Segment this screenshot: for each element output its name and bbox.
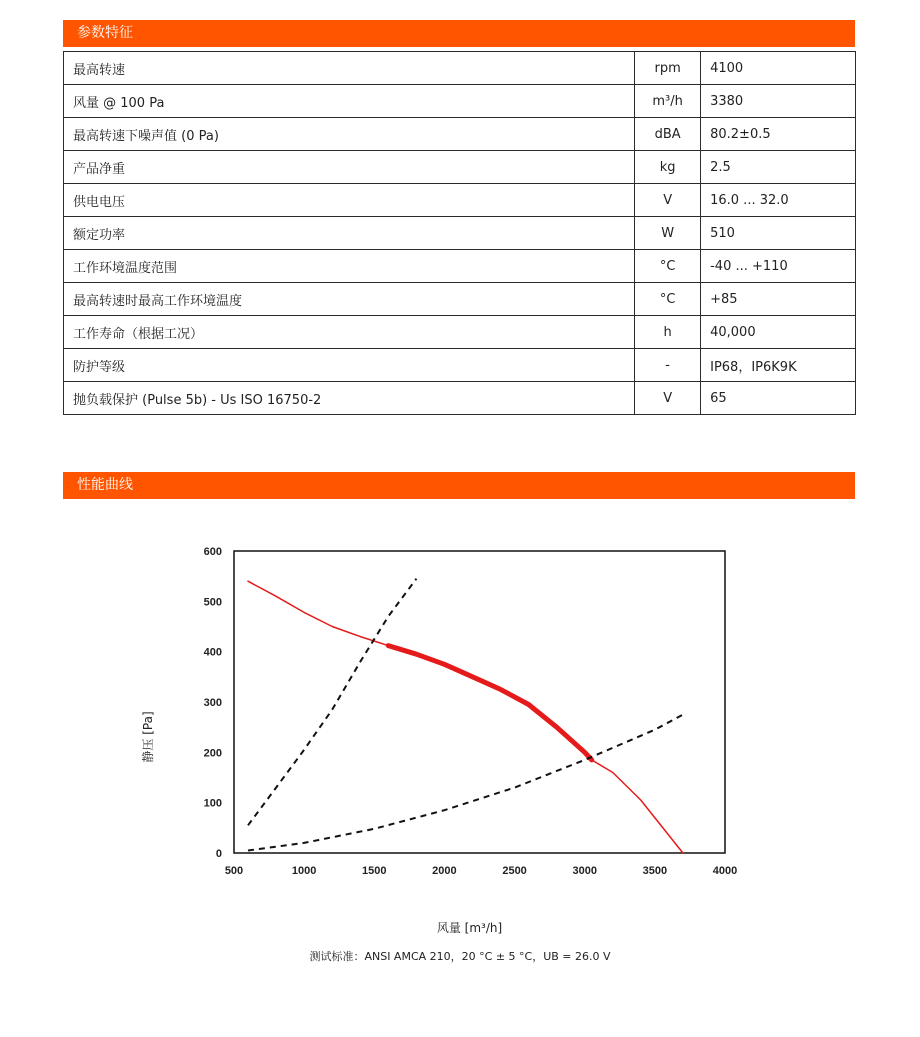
spec-name-cell: 最高转速时最高工作环境温度: [64, 283, 635, 316]
spec-name-cell: 防护等级: [64, 349, 635, 382]
spec-value-cell: 2.5: [701, 151, 856, 184]
spec-unit-cell: V: [635, 382, 701, 415]
x-tick-label: 3000: [572, 865, 597, 877]
spec-value-cell: +85: [701, 283, 856, 316]
spec-value-cell: 80.2±0.5: [701, 118, 856, 151]
table-row: [64, 217, 856, 250]
y-tick-label: 400: [203, 646, 222, 659]
table-row: [64, 151, 856, 184]
table-row: [64, 250, 856, 283]
test-standard-note: 测试标准：ANSI AMCA 210，20 °C ± 5 °C，UB = 26.0 V: [309, 950, 611, 963]
spec-name-cell: 抛负载保护 (Pulse 5b) - Us ISO 16750-2: [64, 382, 635, 415]
spec-unit-cell: V: [635, 184, 701, 217]
table-row: [64, 283, 856, 316]
table-row: [64, 382, 856, 415]
spec-value-cell: 65: [701, 382, 856, 415]
plot-frame: [234, 551, 725, 853]
performance-chart: [0, 520, 920, 980]
spec-name-cell: 风量 @ 100 Pa: [64, 85, 635, 118]
spec-value-cell: IP68，IP6K9K: [701, 349, 856, 382]
x-axis-label: 风量 [m³/h]: [436, 921, 503, 935]
series-line-3: [248, 579, 416, 826]
table-row: [64, 316, 856, 349]
spec-unit-cell: kg: [635, 151, 701, 184]
y-axis-label: 静压 [Pa]: [141, 711, 155, 763]
y-tick-label: 600: [203, 546, 222, 558]
spec-name-cell: 最高转速: [64, 52, 635, 85]
series-line-4: [248, 715, 683, 851]
spec-unit-cell: h: [635, 316, 701, 349]
y-tick-label: 100: [203, 797, 222, 810]
x-tick-label: 3500: [642, 865, 668, 877]
y-tick-label: 200: [203, 747, 222, 760]
table-row: [64, 349, 856, 382]
chart-svg: [0, 520, 920, 940]
series-line-1: [248, 581, 683, 853]
table-row: [64, 118, 856, 151]
y-tick-label: 0: [215, 848, 222, 860]
spec-unit-cell: °C: [635, 283, 701, 316]
x-tick-label: 2500: [502, 865, 527, 877]
y-tick-label: 500: [203, 596, 222, 609]
spec-unit-cell: rpm: [635, 52, 701, 85]
spec-name-cell: 供电电压: [64, 184, 635, 217]
spec-unit-cell: m³/h: [635, 85, 701, 118]
x-tick-label: 4000: [712, 865, 738, 877]
x-tick-label: 2000: [432, 865, 457, 877]
params-section-header: 参数特征: [63, 20, 855, 47]
spec-value-cell: 3380: [701, 85, 856, 118]
x-tick-label: 1500: [362, 865, 387, 877]
spec-value-cell: 40,000: [701, 316, 856, 349]
spec-value-cell: -40 ... +110: [701, 250, 856, 283]
spec-value-cell: 16.0 ... 32.0: [701, 184, 856, 217]
spec-name-cell: 工作寿命（根据工况）: [64, 316, 635, 349]
table-row: [64, 85, 856, 118]
spec-value-cell: 510: [701, 217, 856, 250]
spec-name-cell: 工作环境温度范围: [64, 250, 635, 283]
spec-unit-cell: -: [635, 349, 701, 382]
spec-unit-cell: °C: [635, 250, 701, 283]
spec-name-cell: 额定功率: [64, 217, 635, 250]
curve-section-header: 性能曲线: [63, 472, 855, 499]
y-tick-label: 300: [203, 697, 222, 709]
spec-unit-cell: dBA: [635, 118, 701, 151]
table-row: [64, 52, 856, 85]
spec-unit-cell: W: [635, 217, 701, 250]
x-tick-label: 1000: [291, 865, 317, 877]
spec-value-cell: 4100: [701, 52, 856, 85]
series-line-2: [388, 646, 591, 760]
spec-name-cell: 最高转速下噪声值 (0 Pa): [64, 118, 635, 151]
spec-table: [63, 51, 856, 415]
spec-name-cell: 产品净重: [64, 151, 635, 184]
x-tick-label: 500: [224, 865, 244, 877]
table-row: [64, 184, 856, 217]
